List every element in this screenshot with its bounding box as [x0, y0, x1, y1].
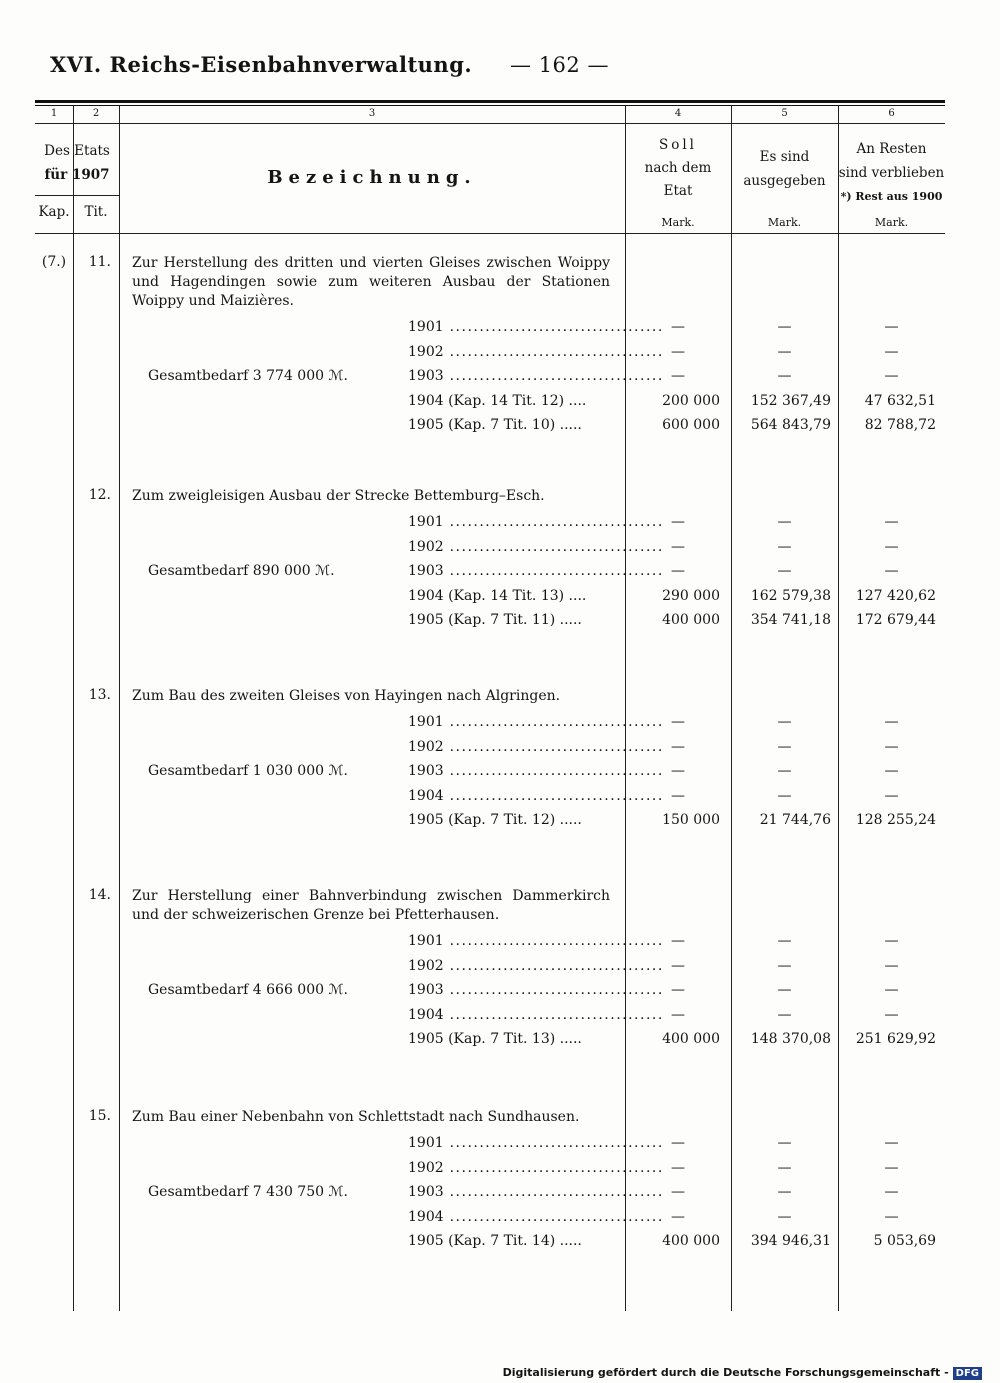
year-text: 1901	[408, 319, 444, 335]
rest-value: —	[884, 1006, 899, 1023]
year-label	[408, 763, 664, 779]
page-header	[50, 52, 609, 77]
header-etat: Etat	[663, 183, 693, 199]
section-title: XVI. Reichs-Eisenbahnverwaltung.	[50, 52, 473, 77]
year-label	[408, 1006, 664, 1023]
unit-col5: Mark.	[767, 216, 802, 229]
colnum-2: 2	[92, 108, 100, 119]
rest-value: 251 629,92	[855, 1031, 936, 1047]
leader-dots: ....................................	[443, 763, 664, 779]
rest-value: —	[884, 538, 899, 555]
leader-dots: ....................................	[443, 538, 664, 555]
year-label	[408, 563, 664, 579]
soll-value: —	[671, 763, 685, 779]
soll-value: 400 000	[662, 612, 720, 628]
page-number: — 162 —	[510, 53, 609, 77]
colnum-rule	[35, 123, 945, 124]
ausgegeben-value: 564 843,79	[750, 417, 831, 433]
year-label	[408, 738, 664, 755]
rest-value: —	[884, 1159, 899, 1176]
year-label	[408, 1159, 664, 1176]
year-label	[408, 714, 664, 730]
ausgegeben-value: —	[777, 1184, 792, 1200]
leader-dots: ....................................	[443, 738, 664, 755]
year-label	[408, 1135, 664, 1151]
year-text: 1903	[408, 763, 444, 779]
ausgegeben-value: —	[777, 1208, 792, 1225]
col-divider-4	[731, 106, 732, 1311]
unit-col4: Mark.	[661, 216, 695, 229]
ausgegeben-value: —	[777, 514, 792, 530]
year-text: 1903	[408, 368, 444, 384]
soll-value: 290 000	[662, 587, 720, 604]
soll-value: —	[671, 1135, 685, 1151]
year-text: 1902	[408, 343, 444, 360]
year-label	[408, 514, 664, 530]
ausgegeben-value: —	[777, 1135, 792, 1151]
soll-value: —	[671, 957, 685, 974]
year-text: 1904 (Kap. 14 Tit. 13) ....	[408, 587, 587, 604]
ausgegeben-value: —	[777, 1006, 792, 1023]
year-label	[408, 1208, 664, 1225]
leader-dots: ....................................	[443, 514, 664, 530]
header-an-resten: An Resten	[856, 141, 927, 157]
year-label	[408, 1031, 610, 1047]
kap-value: (7.)	[41, 254, 67, 270]
header-ausgegeben: ausgegeben	[743, 173, 826, 189]
footer-text: Digitalisierung gefördert durch die Deutsche Forschungsgemeinschaft -	[502, 1366, 949, 1379]
rest-value: —	[884, 1184, 899, 1200]
entry-tit: 13.	[88, 687, 111, 703]
soll-value: —	[671, 1006, 685, 1023]
year-label	[408, 787, 664, 804]
year-label	[408, 417, 610, 433]
rest-value: —	[884, 957, 899, 974]
year-label	[408, 982, 664, 998]
year-text: 1902	[408, 738, 444, 755]
ausgegeben-value: 394 946,31	[750, 1233, 831, 1249]
leader-dots: ....................................	[443, 563, 664, 579]
footer-credit	[503, 1366, 982, 1380]
entry-tit: 15.	[88, 1108, 111, 1124]
year-label	[408, 933, 664, 949]
ausgegeben-value: —	[777, 714, 792, 730]
year-label	[408, 538, 664, 555]
leader-dots: ....................................	[443, 933, 664, 949]
colnum-4: 4	[674, 108, 682, 119]
top-rule-thin	[35, 105, 945, 106]
rest-value: —	[884, 738, 899, 755]
dfg-logo: DFG	[953, 1367, 982, 1380]
leader-dots: ....................................	[443, 319, 664, 335]
colnum-3: 3	[368, 108, 376, 119]
entry-tit: 12.	[88, 487, 111, 503]
year-label	[408, 612, 610, 628]
gesamtbedarf: Gesamtbedarf 3 774 000 ℳ.	[148, 368, 348, 384]
soll-value: —	[671, 343, 685, 360]
year-text: 1902	[408, 538, 444, 555]
rest-value: 172 679,44	[855, 612, 936, 628]
soll-value: —	[671, 982, 685, 998]
rest-value: 47 632,51	[864, 392, 936, 409]
rest-value: 82 788,72	[864, 417, 936, 433]
year-label	[408, 368, 664, 384]
soll-value: —	[671, 787, 685, 804]
rest-value: —	[884, 563, 899, 579]
soll-value: —	[671, 738, 685, 755]
leader-dots: ....................................	[443, 1159, 664, 1176]
ausgegeben-value: —	[777, 563, 792, 579]
rest-value: —	[884, 933, 899, 949]
rest-value: —	[884, 1135, 899, 1151]
header-tit: Tit.	[84, 204, 108, 220]
etats-sub-rule	[35, 195, 119, 196]
ausgegeben-value: —	[777, 933, 792, 949]
year-text: 1903	[408, 1184, 444, 1200]
rest-value: —	[884, 319, 899, 335]
year-text: 1904 (Kap. 14 Tit. 12) ....	[408, 392, 587, 409]
ausgegeben-value: 21 744,76	[759, 812, 831, 828]
top-rule-thick	[35, 100, 945, 103]
header-nach-dem: nach dem	[644, 160, 712, 176]
soll-value: 400 000	[662, 1031, 720, 1047]
rest-value: —	[884, 714, 899, 730]
header-sind-verblieben: sind verblieben	[838, 165, 945, 181]
year-text: 1905 (Kap. 7 Tit. 12) .....	[408, 812, 582, 828]
leader-dots: ....................................	[443, 1184, 664, 1200]
header-es-sind: Es sind	[759, 149, 810, 165]
header-rest-note: *) Rest aus 1900	[840, 190, 943, 203]
year-text: 1902	[408, 1159, 444, 1176]
ausgegeben-value: —	[777, 538, 792, 555]
rest-value: —	[884, 787, 899, 804]
gesamtbedarf: Gesamtbedarf 1 030 000 ℳ.	[148, 763, 348, 779]
soll-value: —	[671, 1159, 685, 1176]
year-text: 1905 (Kap. 7 Tit. 14) .....	[408, 1233, 582, 1249]
year-text: 1905 (Kap. 7 Tit. 10) .....	[408, 417, 582, 433]
unit-col6: Mark.	[874, 216, 909, 229]
ausgegeben-value: —	[777, 763, 792, 779]
entry-description: Zur Herstellung einer Bahnverbindung zwischen Dammerkirch und der schweizerischen Grenze bei Pfetterhausen.	[132, 888, 610, 923]
header-kap: Kap.	[38, 204, 70, 220]
colnum-1: 1	[50, 108, 58, 119]
ausgegeben-value: 148 370,08	[750, 1031, 831, 1047]
soll-value: 150 000	[662, 812, 720, 828]
soll-value: —	[671, 368, 685, 384]
ausgegeben-value: —	[777, 787, 792, 804]
year-label	[408, 1233, 610, 1249]
entry-description: Zum zweigleisigen Ausbau der Strecke Bettemburg–Esch.	[132, 488, 545, 504]
soll-value: —	[671, 933, 685, 949]
year-text: 1901	[408, 933, 444, 949]
year-label	[408, 588, 610, 604]
soll-value: —	[671, 319, 685, 335]
soll-value: 400 000	[662, 1233, 720, 1249]
rest-value: —	[884, 343, 899, 360]
rest-value: —	[884, 514, 899, 530]
header-des-etats: Des Etats	[44, 143, 110, 159]
soll-value: —	[671, 538, 685, 555]
ausgegeben-value: 354 741,18	[750, 612, 831, 628]
year-text: 1901	[408, 514, 444, 530]
rest-value: —	[884, 763, 899, 779]
ausgegeben-value: —	[777, 368, 792, 384]
year-label	[408, 343, 664, 360]
leader-dots: ....................................	[443, 1006, 664, 1023]
gesamtbedarf: Gesamtbedarf 4 666 000 ℳ.	[148, 982, 348, 998]
rest-value: —	[884, 1208, 899, 1225]
rest-value: —	[884, 368, 899, 384]
ausgegeben-value: —	[777, 957, 792, 974]
header-fuer-1907: für 1907	[44, 167, 110, 183]
gesamtbedarf: Gesamtbedarf 890 000 ℳ.	[148, 563, 335, 579]
soll-value: —	[671, 514, 685, 530]
leader-dots: ....................................	[443, 1135, 664, 1151]
col-divider-3	[625, 106, 626, 1311]
rest-value: 5 053,69	[873, 1233, 936, 1249]
leader-dots: ....................................	[443, 787, 664, 804]
year-label	[408, 393, 610, 409]
soll-value: —	[671, 714, 685, 730]
ausgegeben-value: —	[777, 1159, 792, 1176]
rest-value: 127 420,62	[855, 587, 936, 604]
year-text: 1903	[408, 563, 444, 579]
leader-dots: ....................................	[443, 957, 664, 974]
col-divider-2	[119, 106, 120, 1311]
col-divider-5	[838, 106, 839, 1311]
entry-description: Zum Bau des zweiten Gleises von Hayingen nach Algringen.	[132, 688, 561, 704]
entry-tit: 14.	[88, 887, 111, 903]
soll-value: —	[671, 563, 685, 579]
entry-tit: 11.	[88, 254, 111, 270]
soll-value: 200 000	[662, 392, 720, 409]
year-text: 1904	[408, 787, 444, 804]
ausgegeben-value: —	[777, 982, 792, 998]
colnum-6: 6	[888, 108, 895, 119]
soll-value: —	[671, 1208, 685, 1225]
soll-value: 600 000	[662, 417, 720, 433]
year-text: 1902	[408, 957, 444, 974]
col-divider-1	[73, 106, 74, 1311]
year-text: 1904	[408, 1006, 444, 1023]
year-label	[408, 812, 610, 828]
ausgegeben-value: 152 367,49	[750, 392, 831, 409]
leader-dots: ....................................	[443, 1208, 664, 1225]
year-text: 1905 (Kap. 7 Tit. 13) .....	[408, 1031, 582, 1047]
year-text: 1903	[408, 982, 444, 998]
year-label	[408, 319, 664, 335]
header-soll: Soll	[658, 137, 697, 153]
entry-description: Zur Herstellung des dritten und vierten Gleises zwischen Woippy und Hagendingen sowie zum weiteren Ausbau der Stationen Woippy und Maizières.	[132, 255, 610, 309]
ausgegeben-value: —	[777, 319, 792, 335]
rest-value: 128 255,24	[855, 812, 936, 828]
leader-dots: ....................................	[443, 714, 664, 730]
colnum-5: 5	[781, 108, 788, 119]
entry-description: Zum Bau einer Nebenbahn von Schlettstadt nach Sundhausen.	[132, 1109, 580, 1125]
year-text: 1904	[408, 1208, 444, 1225]
leader-dots: ....................................	[443, 982, 664, 998]
rest-value: —	[884, 982, 899, 998]
ausgegeben-value: —	[777, 343, 792, 360]
year-text: 1905 (Kap. 7 Tit. 11) .....	[408, 612, 582, 628]
soll-value: —	[671, 1184, 685, 1200]
leader-dots: ....................................	[443, 368, 664, 384]
year-text: 1901	[408, 714, 444, 730]
year-text: 1901	[408, 1135, 444, 1151]
ausgegeben-value: 162 579,38	[750, 587, 831, 604]
ausgegeben-value: —	[777, 738, 792, 755]
year-label	[408, 1184, 664, 1200]
leader-dots: ....................................	[443, 343, 664, 360]
header-bezeichnung: Bezeichnung.	[267, 167, 477, 188]
gesamtbedarf: Gesamtbedarf 7 430 750 ℳ.	[148, 1184, 348, 1200]
year-label	[408, 957, 664, 974]
